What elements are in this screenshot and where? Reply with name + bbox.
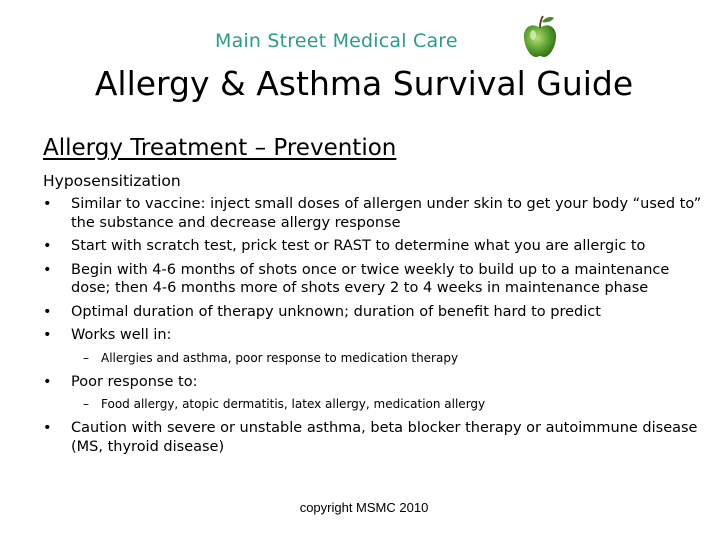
bullet-marker: • bbox=[43, 303, 52, 320]
section-title: Allergy Treatment – Prevention bbox=[43, 135, 397, 161]
sub-list-item bbox=[43, 350, 703, 366]
bullet-marker: • bbox=[43, 238, 52, 254]
list-item bbox=[43, 261, 703, 298]
bullet-marker: • bbox=[43, 196, 52, 212]
list-item bbox=[43, 326, 703, 345]
bullet-marker: • bbox=[43, 261, 52, 278]
bullet-marker: • bbox=[43, 373, 52, 390]
copyright-footer: copyright MSMC 2010 bbox=[299, 500, 429, 515]
brand-row bbox=[0, 14, 728, 60]
subheading: Hyposensitization bbox=[43, 172, 181, 190]
list-item-text: Poor response to: bbox=[71, 373, 198, 390]
list-item-text: Works well in: bbox=[71, 327, 172, 343]
list-item-text: Begin with 4-6 months of shots once or twice weekly to build up to a maintenance dose; then 4-6 months more of shots every 2 to 4 weeks in maintenance phase bbox=[71, 261, 670, 296]
bullet-marker: • bbox=[43, 327, 52, 343]
dash-marker: – bbox=[83, 397, 89, 411]
list-item bbox=[43, 237, 703, 256]
list-item bbox=[43, 303, 703, 322]
sub-list-item bbox=[43, 396, 703, 412]
list-item bbox=[43, 195, 703, 232]
list-item bbox=[43, 373, 703, 392]
bullet-list bbox=[43, 195, 703, 461]
bullet-marker: • bbox=[43, 420, 52, 436]
apple-icon bbox=[520, 14, 560, 60]
dash-marker: – bbox=[83, 350, 89, 365]
list-item bbox=[43, 419, 703, 456]
list-item-text: Start with scratch test, prick test or RAST to determine what you are allergic to bbox=[71, 238, 646, 254]
brand-name: Main Street Medical Care bbox=[215, 30, 458, 52]
page-title: Allergy & Asthma Survival Guide bbox=[94, 64, 634, 103]
list-item-text: Optimal duration of therapy unknown; duration of benefit hard to predict bbox=[71, 303, 601, 320]
list-item-text: Caution with severe or unstable asthma, beta blocker therapy or autoimmune disease (MS, thyroid disease) bbox=[71, 420, 698, 455]
list-item-text: Similar to vaccine: inject small doses of allergen under skin to get your body “used to” the substance and decrease allergy response bbox=[71, 196, 702, 231]
sub-list-item-text: Allergies and asthma, poor response to medication therapy bbox=[101, 350, 459, 365]
sub-list-item-text: Food allergy, atopic dermatitis, latex allergy, medication allergy bbox=[101, 397, 486, 411]
